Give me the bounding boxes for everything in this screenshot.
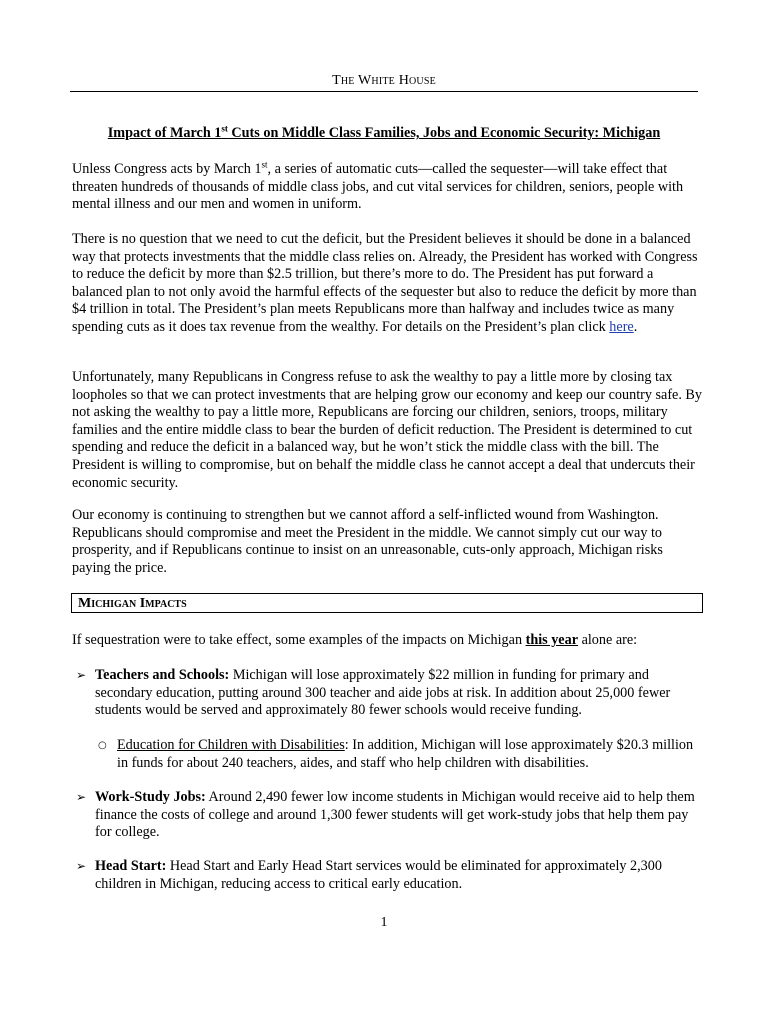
arrow-bullet-icon: ➢: [76, 790, 87, 804]
header-divider: [70, 91, 698, 92]
bullet-text: Head Start and Early Head Start services would be eliminated for approximately 2,300 children in Michigan, reducing access to critical early education.: [95, 858, 662, 892]
section-heading: [71, 593, 703, 613]
title-text-start: Impact of March 1: [107, 125, 222, 141]
intro-text-start: If sequestration were to take effect, some examples of the impacts on Michigan: [72, 632, 526, 648]
list-item-head-start: [72, 858, 702, 893]
p2-end: .: [633, 318, 638, 335]
section-intro: [72, 632, 702, 650]
bullet-lead: Head Start:: [95, 858, 167, 874]
header-title: The White House: [332, 73, 436, 88]
page-number: 1: [380, 915, 388, 930]
intro-text-end: alone are:: [578, 632, 638, 648]
bullet-text: Around 2,490 fewer low income students in Michigan would receive aid to help them finance the costs of college and around 1,300 fewer students will get work-study jobs that help them pay for college.: [95, 789, 695, 841]
p1-text-end: , a series of automatic cuts—called the sequester—will take effect that threaten hundreds of thousands of middle class jobs, and cut vital services for children, seniors, people with mental illness and our men and women in uniform.: [72, 161, 684, 213]
circle-bullet-icon: ○: [98, 740, 107, 751]
p1-superscript: st: [261, 159, 268, 170]
paragraph-1: [72, 161, 702, 214]
arrow-bullet-icon: ➢: [76, 859, 87, 873]
paragraph-3: Unfortunately, many Republicans in Congress refuse to ask the wealthy to pay a little more by closing tax loopholes so that we can protect investments that are helping grow our economy and keep our country safe. By not asking the wealthy to pay a little more, Republicans are forcing our children, seniors, troops, military families and the entire middle class to bear the burden of deficit reduction. The President is determined to cut spending and reduce the deficit in a balanced way, but he won’t stick the middle class with the bill. The President is willing to compromise, but on behalf the middle class he cannot accept a deal that undercuts their economic security.: [72, 369, 702, 491]
arrow-bullet-icon: ➢: [76, 668, 87, 682]
details-link[interactable]: here: [609, 318, 634, 335]
list-item-disabilities: [95, 737, 702, 772]
section-heading-text: Michigan Impacts: [78, 596, 187, 611]
bullet-lead: Work-Study Jobs:: [95, 789, 206, 805]
bullet-lead: Teachers and Schools:: [95, 667, 230, 683]
p2-text: There is no question that we need to cut the deficit, but the President believes it should be done in a balanced way that protects investments that the middle class relies on. Already, the President has worked with Congress to reduce the deficit by more than $2.5 trillion, but there’s more to do. The President has put forward a balanced plan to not only avoid the harmful effects of the sequester but also to reduce the deficit by more than $4 trillion in total. The President’s plan meets Republicans more than halfway and includes twice as many spending cuts as it does tax revenue from the wealthy. For details on the President’s plan click: [72, 231, 698, 335]
title-text-end: Cuts on Middle Class Families, Jobs and Economic Security: Michigan: [227, 125, 661, 141]
title-superscript: st: [221, 123, 228, 134]
list-item-work-study: [72, 789, 702, 842]
subbullet-text: : In addition, Michigan will lose approximately $20.3 million in funds for about 240 teachers, aides, and staff who help children with disabilities.: [117, 737, 694, 771]
page-header: [70, 72, 698, 90]
p1-text-start: Unless Congress acts by March 1: [72, 161, 262, 177]
bullet-text: Michigan will lose approximately $22 million in funding for primary and secondary education, putting around 300 teacher and aide jobs at risk. In addition about 25,000 fewer students would be served and approximately 80 fewer schools would receive funding.: [95, 667, 671, 719]
document-title: [70, 125, 698, 143]
list-item-teachers: [72, 667, 702, 720]
subbullet-lead: Education for Children with Disabilities: [117, 737, 345, 753]
paragraph-4: Our economy is continuing to strengthen but we cannot afford a self-inflicted wound from Washington. Republicans should compromise and meet the President in the middle. We cannot simply cut our way to prosperity, and if Republicans continue to insist on an unreasonable, cuts-only approach, Michigan risks paying the price.: [72, 507, 663, 576]
paragraph-2: [72, 231, 702, 337]
intro-emphasis: this year: [525, 632, 579, 648]
